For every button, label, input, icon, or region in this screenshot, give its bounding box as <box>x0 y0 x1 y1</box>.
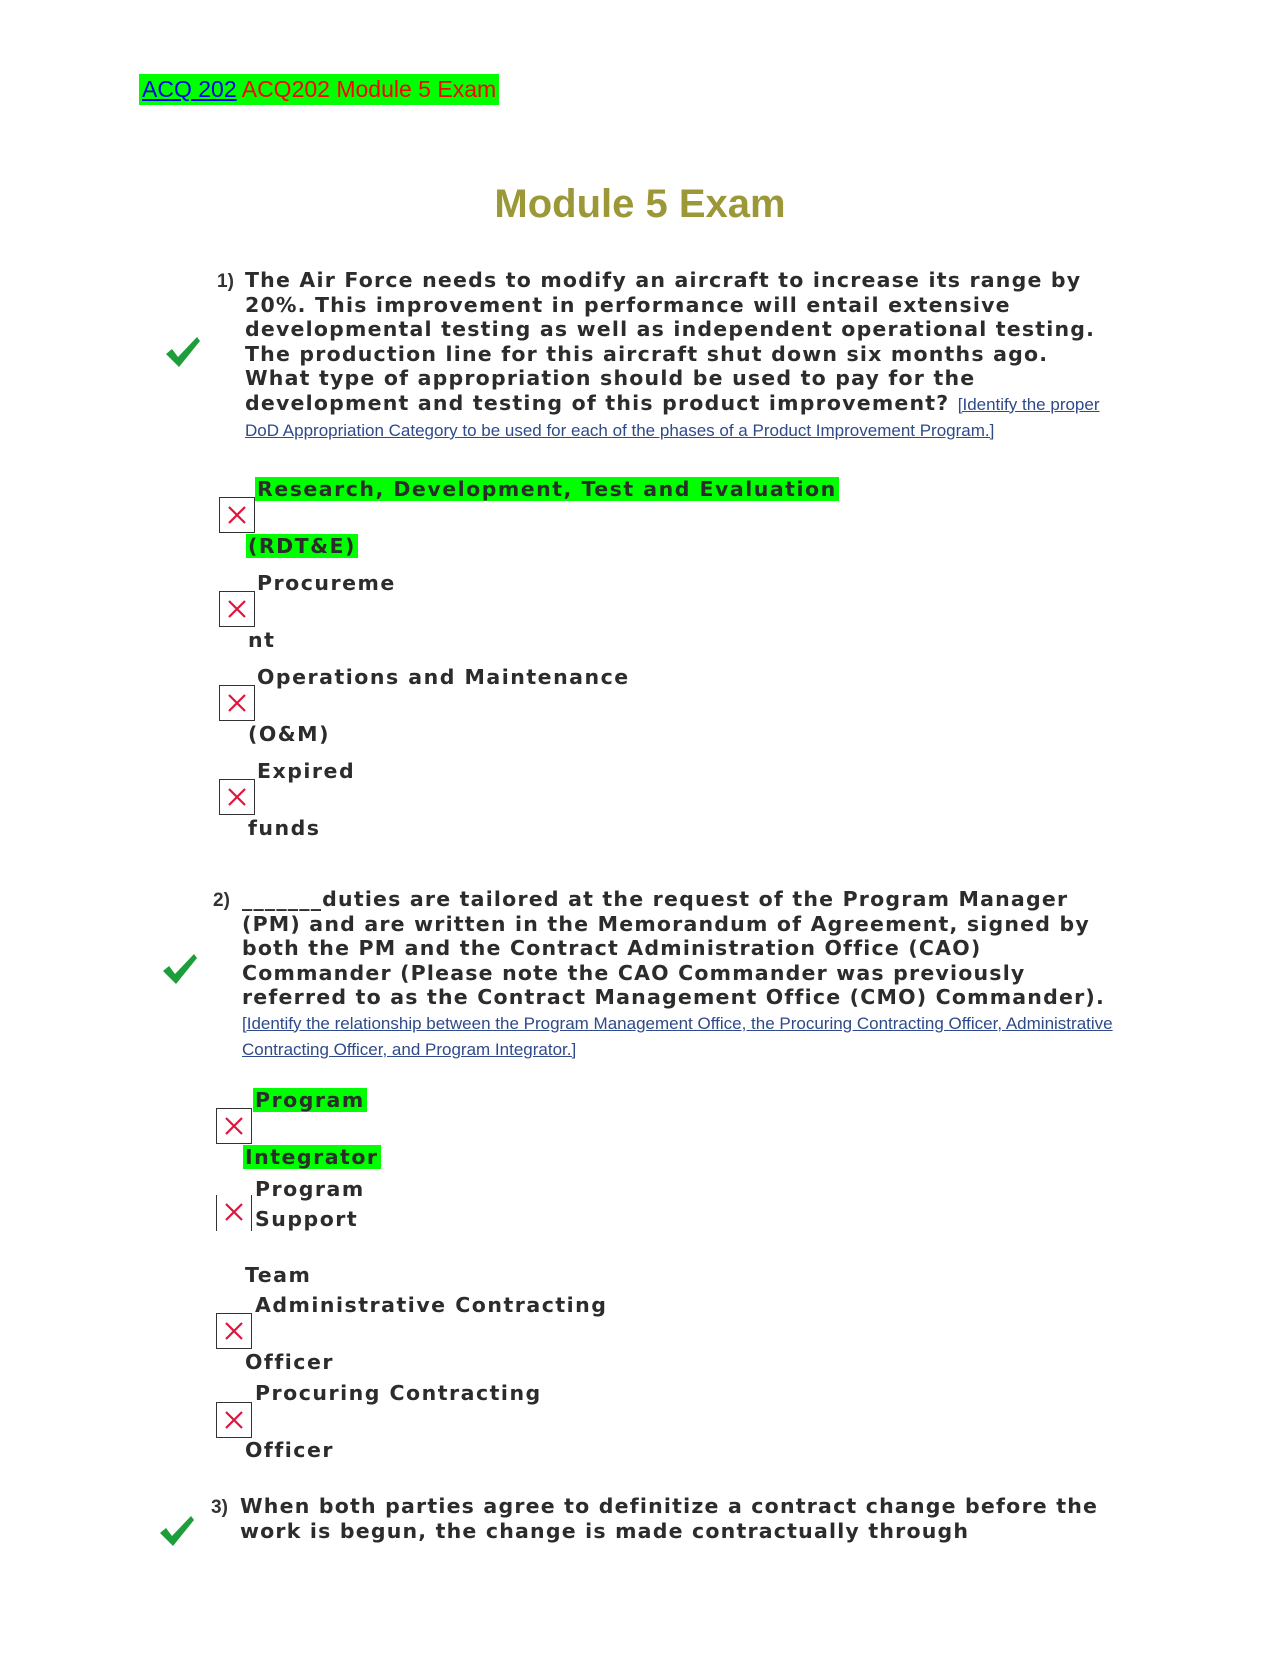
q2-option-1-line2: Integrator <box>245 1145 379 1169</box>
q2-option-3-line2: Officer <box>245 1350 334 1374</box>
question-1-text <box>245 268 1105 444</box>
option-box[interactable] <box>219 685 255 721</box>
question-1-body: The Air Force needs to modify an aircraft to increase its range by 20%. This improvement in performance will entail extensive developmental testing as well as independent operational testing. The production line for this aircraft shut down six months ago. What type of appropriation should be used to pay for the development and testing of this product improvement? <box>245 268 1096 415</box>
q1-option-3-line1[interactable]: Operations and Maintenance <box>257 665 630 689</box>
question-2-body: _______duties are tailored at the request of the Program Manager (PM) and are written in the Memorandum of Agreement, signed by both the PM and the Contract Administration Office (CAO) Commander (Please note the CAO Commander was previously referred to as the Contract Management Office (CMO) Commander). <box>242 887 1105 1009</box>
red-x-icon <box>220 592 254 626</box>
question-2-number: 2) <box>213 890 230 911</box>
red-x-icon <box>220 498 254 532</box>
q1-option-4-line1[interactable]: Expired <box>257 759 356 783</box>
option-box[interactable] <box>216 1108 252 1144</box>
red-x-icon <box>220 686 254 720</box>
question-3-text <box>240 1494 1140 1543</box>
option-box[interactable] <box>216 1195 252 1231</box>
q2-option-3-line1[interactable]: Administrative Contracting <box>255 1293 608 1317</box>
question-2-reference-link[interactable]: [Identify the relationship between the Program Management Office, the Procuring Contracting Officer, Administrative Contracting Officer, and Program Integrator.] <box>242 1013 1113 1059</box>
option-box[interactable] <box>219 497 255 533</box>
option-box[interactable] <box>216 1313 252 1349</box>
q1-option-2-line2: nt <box>248 628 276 652</box>
red-x-icon <box>217 1195 251 1229</box>
checkmark-icon <box>158 1514 196 1548</box>
course-link[interactable]: ACQ 202 <box>142 76 237 102</box>
q2-option-2-line2: Team <box>245 1263 312 1287</box>
question-3-number: 3) <box>211 1497 228 1518</box>
question-1-number: 1) <box>217 271 234 292</box>
q2-option-2-line1b: Support <box>255 1207 359 1231</box>
q1-option-3-line2: (O&M) <box>248 722 330 746</box>
q2-option-2-line1[interactable]: Program <box>255 1177 365 1201</box>
checkmark-icon <box>161 952 199 986</box>
red-x-icon <box>220 780 254 814</box>
option-box[interactable] <box>216 1402 252 1438</box>
question-1-reference-link[interactable]: [Identify the proper DoD Appropriation Category to be used for each of the phases of a Product Improvement Program.] <box>245 394 1100 440</box>
document-header <box>139 74 499 105</box>
page-title: Module 5 Exam <box>494 182 786 226</box>
question-3-body: When both parties agree to definitize a contract change before the work is begun, the change is made contractually through <box>240 1494 1099 1543</box>
q1-option-1-line2: (RDT&E) <box>248 534 356 558</box>
red-x-icon <box>217 1403 251 1437</box>
red-x-icon <box>217 1109 251 1143</box>
q2-option-4-line1[interactable]: Procuring Contracting <box>255 1381 542 1405</box>
q1-option-1-line1[interactable]: Research, Development, Test and Evaluation <box>257 477 837 501</box>
q2-option-4-line2: Officer <box>245 1438 334 1462</box>
option-box[interactable] <box>219 779 255 815</box>
module-label: ACQ202 Module 5 Exam <box>241 76 497 102</box>
q1-option-4-line2: funds <box>248 816 321 840</box>
q2-option-1-line1[interactable]: Program <box>255 1088 365 1112</box>
checkmark-icon <box>164 335 202 369</box>
option-box[interactable] <box>219 591 255 627</box>
q1-option-2-line1[interactable]: Procureme <box>257 571 396 595</box>
red-x-icon <box>217 1314 251 1348</box>
question-2-text <box>242 887 1122 1063</box>
